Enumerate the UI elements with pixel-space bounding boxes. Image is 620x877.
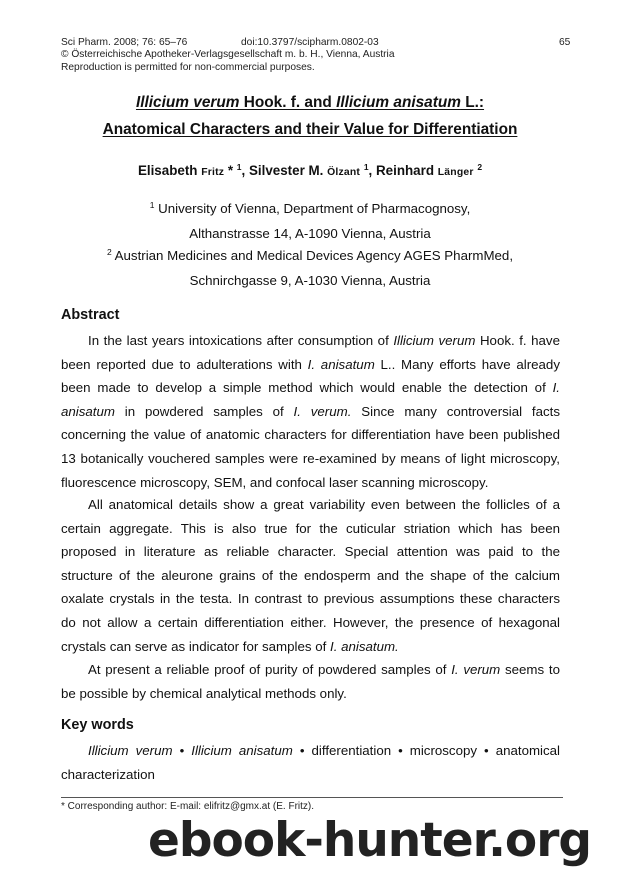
title-species-1: Illicium verum: [135, 94, 240, 111]
footnote-rule: [61, 797, 563, 798]
keywords-heading: Key words: [61, 717, 134, 733]
reproduction-note: Reproduction is permitted for non-commercial purposes.: [61, 61, 315, 73]
doi: doi:10.3797/scipharm.0802-03: [241, 37, 379, 48]
affiliation-2-line-2: Schnirchgasse 9, A-1030 Vienna, Austria: [189, 273, 431, 288]
abstract-line: proposed in literature as reliable character. Special attention was paid to the: [61, 544, 560, 560]
keyword: Illicium verum: [88, 743, 173, 758]
abstract-paragraph-1: [61, 329, 560, 494]
abstract-paragraph-2: [61, 493, 560, 658]
title-species-2: Illicium anisatum: [336, 94, 461, 111]
affiliation-2-line-1: $^2$ Austrian Medicines and Medical Devices Agency AGES PharmMed,: [106, 247, 514, 263]
title-authority-1: Hook. f. and: [239, 94, 337, 111]
author-1-affil: 1: [236, 162, 242, 172]
keyword: characterization: [61, 766, 155, 782]
title-authority-2: L.:: [460, 94, 485, 111]
affiliation-2-mark: 2: [106, 247, 112, 257]
affiliation-1-line-1: $^1$ University of Vienna, Department of Pharmacognosy,: [149, 200, 471, 216]
abstract-line: At present a reliable proof of purity of powdered samples of I. verum seems to: [88, 662, 560, 677]
author-2-last: Ölzant: [327, 167, 361, 178]
corresponding-author-footnote: * Corresponding author: E-mail: elifritz@gmx.at (E. Fritz).: [61, 801, 315, 812]
title-line-1: [0, 94, 620, 112]
abstract-paragraph-3: [61, 658, 560, 705]
author-separator-2: , Reinhard: [368, 163, 438, 178]
journal-citation: Sci Pharm. 2008; 76: 65–76: [61, 37, 188, 48]
author-1-last: Fritz: [201, 167, 225, 178]
abstract-heading: Abstract: [61, 307, 120, 323]
abstract-line: concerning the value of anatomic characters for differentiation have been published: [61, 427, 560, 443]
abstract-line: All anatomical details show a great variability even between the follicles of a: [88, 497, 560, 512]
abstract-line: crystals can serve as indicator for samples of I. anisatum.: [61, 638, 399, 654]
abstract-line: oxalate crystals in the testa. In contrast to previous assumptions these characters: [61, 591, 560, 607]
author-3-last: Länger: [437, 167, 474, 178]
abstract-line: fluorescence microscopy, SEM, and confocal laser scanning microscopy.: [61, 474, 489, 490]
author-list: [0, 163, 620, 178]
keywords-line: [61, 763, 560, 787]
abstract-line: structure of the aleurone grains of the endosperm and the shape of the calcium: [61, 567, 560, 583]
watermark: ebook-hunter.org: [148, 813, 592, 868]
keyword: Illicium anisatum: [191, 743, 293, 758]
keywords-line: Illicium verum • Illicium anisatum • differentiation • microscopy • anatomical: [88, 743, 561, 758]
abstract-line: be possible by chemical analytical methods only.: [61, 685, 347, 701]
affiliation-1-line-2: Althanstrasse 14, A-1090 Vienna, Austria: [189, 226, 431, 241]
abstract-line: anisatum in powdered samples of I. verum. Since many controversial facts: [61, 403, 561, 419]
title-line-2: Anatomical Characters and their Value for Differentiation: [102, 121, 518, 138]
author-separator-1: , Silvester M.: [241, 163, 328, 178]
keyword: microscopy: [409, 743, 478, 758]
abstract-line: been reported due to adulterations with I. anisatum L.. Many efforts have already: [61, 356, 560, 372]
affiliation-1-mark: 1: [149, 200, 155, 210]
page-number: 65: [559, 37, 571, 48]
author-2-affil: 1: [363, 162, 369, 172]
author-3-affil: 2: [477, 162, 483, 172]
abstract-line: certain aggregate. This is also true for the cuticular striation which has been: [61, 520, 560, 536]
abstract-line: do not allow a certain differentiation either. However, the presence of hexagonal: [61, 614, 560, 630]
keywords-list: [61, 739, 560, 786]
author-1-first: Elisabeth: [137, 163, 202, 178]
corresponding-mark: *: [224, 163, 237, 178]
copyright-line: © Österreichische Apotheker-Verlagsgesellschaft m. b. H., Vienna, Austria: [61, 49, 395, 61]
keyword: anatomical: [495, 743, 561, 758]
keyword: differentiation: [311, 743, 392, 758]
abstract-line: been made to develop a simple method which would enable the detection of I.: [61, 380, 560, 396]
abstract-line: 13 botanically vouchered samples were re-examined by means of light microscopy,: [61, 450, 560, 466]
abstract-line: In the last years intoxications after consumption of Illicium verum Hook. f. have: [88, 333, 560, 348]
